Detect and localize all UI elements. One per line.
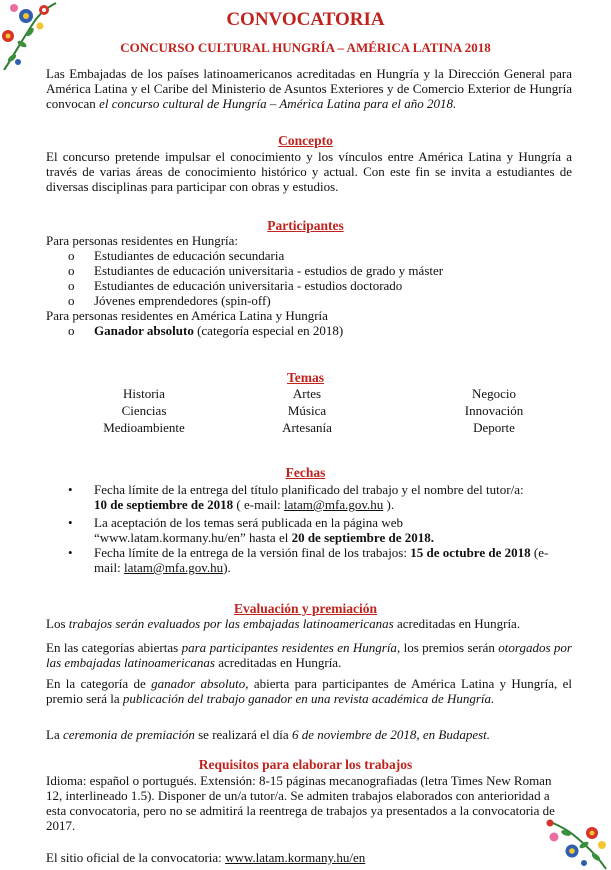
- tema-item: Música: [287, 403, 327, 418]
- list-item: Jóvenes emprendedores (spin-off): [94, 293, 271, 308]
- list-bullet: •: [68, 482, 73, 497]
- participantes-group1-label: Para personas residentes en Hungría:: [46, 233, 239, 248]
- fecha-text: ).: [223, 560, 231, 575]
- paragraph-italic: ceremonia de premiación: [62, 727, 195, 742]
- list-bullet: o: [68, 248, 75, 263]
- fecha-text: ).: [383, 497, 395, 512]
- paragraph-text: acreditadas en Hungría.: [393, 616, 521, 631]
- document-subtitle: CONCURSO CULTURAL HUNGRÍA – AMÉRICA LATINA 2018: [120, 40, 491, 55]
- email-link[interactable]: latam@mfa.gov.hu: [284, 497, 384, 512]
- email-link[interactable]: latam@mfa.gov.hu: [123, 560, 224, 575]
- fecha-item: [94, 482, 534, 512]
- list-item: Estudiantes de educación universitaria - estudios doctorado: [94, 278, 403, 293]
- ganador-absoluto-note: (categoría especial en 2018): [193, 323, 344, 338]
- list-bullet: o: [68, 293, 75, 308]
- fecha-text: (e-mail:: [94, 545, 549, 575]
- tema-item: Historia: [123, 386, 165, 401]
- fecha-text: Fecha límite de la entrega del título planificado del trabajo y el nombre del tutor/a:: [94, 482, 524, 497]
- paragraph-text: , abierta para participantes de América Latina y Hungría, el premio será la: [46, 676, 572, 706]
- paragraph-italic: 6 de noviembre de 2018, en Budapest.: [291, 727, 491, 742]
- official-site-link[interactable]: www.latam.kormany.hu/en: [225, 850, 366, 865]
- temas-column: [247, 386, 367, 435]
- list-item: [94, 323, 343, 338]
- fecha-text: ( e-mail:: [233, 497, 285, 512]
- fecha-text: Fecha límite de la entrega de la versión final de los trabajos:: [94, 545, 411, 560]
- paragraph-italic: trabajos serán evaluados por las embajadas latinoamericanas: [68, 616, 394, 631]
- paragraph-text: , los premios serán: [396, 640, 499, 655]
- list-bullet: o: [68, 278, 75, 293]
- section-heading-participantes: Participantes: [267, 218, 344, 233]
- paragraph-text: En las categorías abiertas: [46, 640, 182, 655]
- section-heading-evaluacion: Evaluación y premiación: [233, 601, 377, 616]
- evaluacion-paragraph-1: [46, 616, 572, 631]
- evaluacion-paragraph-4: [46, 727, 572, 742]
- tema-item: Innovación: [464, 403, 524, 418]
- fecha-item: [94, 515, 474, 545]
- tema-item: Ciencias: [121, 403, 167, 418]
- paragraph-text: Los: [46, 616, 69, 631]
- evaluacion-paragraph-3: [46, 676, 572, 706]
- participantes-group2-label: Para personas residentes en América Latina y Hungría: [46, 308, 328, 323]
- evaluacion-paragraph-2: [46, 640, 572, 670]
- list-bullet: •: [68, 545, 73, 560]
- list-bullet: •: [68, 515, 73, 530]
- document-title: CONVOCATORIA: [226, 9, 385, 30]
- ganador-absoluto-label: Ganador absoluto: [94, 323, 194, 338]
- section-heading-requisitos: Requisitos para elaborar los trabajos: [198, 757, 413, 772]
- tema-item: Artesanía: [282, 420, 332, 435]
- fecha-date: 15 de octubre de 2018: [410, 545, 531, 560]
- section-heading-temas: Temas: [286, 370, 324, 385]
- intro-paragraph: [46, 66, 572, 111]
- paragraph-text: acreditadas en Hungría.: [215, 655, 342, 670]
- fecha-item: [94, 545, 558, 575]
- requisitos-paragraph: Idioma: español o portugués. Extensión: 8-15 páginas mecanografiadas (letra Times New Roman 12, interlineado 1.5). Disponer de un/a tutor/a. Se admiten trabajos elaborados con anterioridad a esta convocatoria, pero no se admitirá la reentrega de trabajos ya presentados a la convocatoria de 2017.: [46, 773, 555, 833]
- official-site-label: El sitio oficial de la convocatoria:: [46, 850, 226, 865]
- concepto-paragraph: El concurso pretende impulsar el conocimiento y los vínculos entre América Latina y Hungría a través de varias áreas de conocimiento histórico y actual. Con este fin se invita a estudiantes de diversas disciplinas para participar con obras y estudios.: [46, 149, 572, 194]
- fecha-date: 10 de septiembre de 2018: [94, 497, 234, 512]
- paragraph-text: En la categoría de: [46, 676, 152, 691]
- fecha-date: 20 de septiembre de 2018.: [291, 530, 434, 545]
- intro-text: Las Embajadas de los países latinoamericanos acreditadas en Hungría y la Dirección General para América Latina y el Caribe del Ministerio de Asuntos Exteriores y de Comercio Exterior de Hungría convocan: [46, 66, 572, 111]
- tema-item: Deporte: [473, 420, 515, 435]
- tema-item: Artes: [292, 386, 322, 401]
- list-item: Estudiantes de educación universitaria - estudios de grado y máster: [94, 263, 444, 278]
- paragraph-italic: para participantes residentes en Hungría: [181, 640, 397, 655]
- temas-column: [434, 386, 554, 435]
- section-heading-concepto: Concepto: [278, 133, 333, 148]
- list-bullet: o: [68, 263, 75, 278]
- section-heading-fechas: Fechas: [285, 465, 326, 480]
- official-site-line: [46, 850, 365, 865]
- paragraph-italic: otorgados por las embajadas latinoamericanas: [46, 640, 572, 670]
- paragraph-text: La: [46, 727, 63, 742]
- list-bullet: o: [68, 323, 75, 338]
- fecha-text: La aceptación de los temas será publicada en la página web “www.latam.kormany.hu/en” hasta el: [94, 515, 403, 545]
- list-item: Estudiantes de educación secundaria: [94, 248, 285, 263]
- paragraph-italic: publicación del trabajo ganador en una revista académica de Hungría.: [122, 691, 495, 706]
- tema-item: Negocio: [471, 386, 517, 401]
- intro-italic-text: el concurso cultural de Hungría – América Latina para el año 2018.: [99, 96, 457, 111]
- paragraph-text: se realizará el día: [194, 727, 292, 742]
- temas-column: [84, 386, 204, 435]
- paragraph-italic: ganador absoluto: [151, 676, 246, 691]
- tema-item: Medioambiente: [103, 420, 185, 435]
